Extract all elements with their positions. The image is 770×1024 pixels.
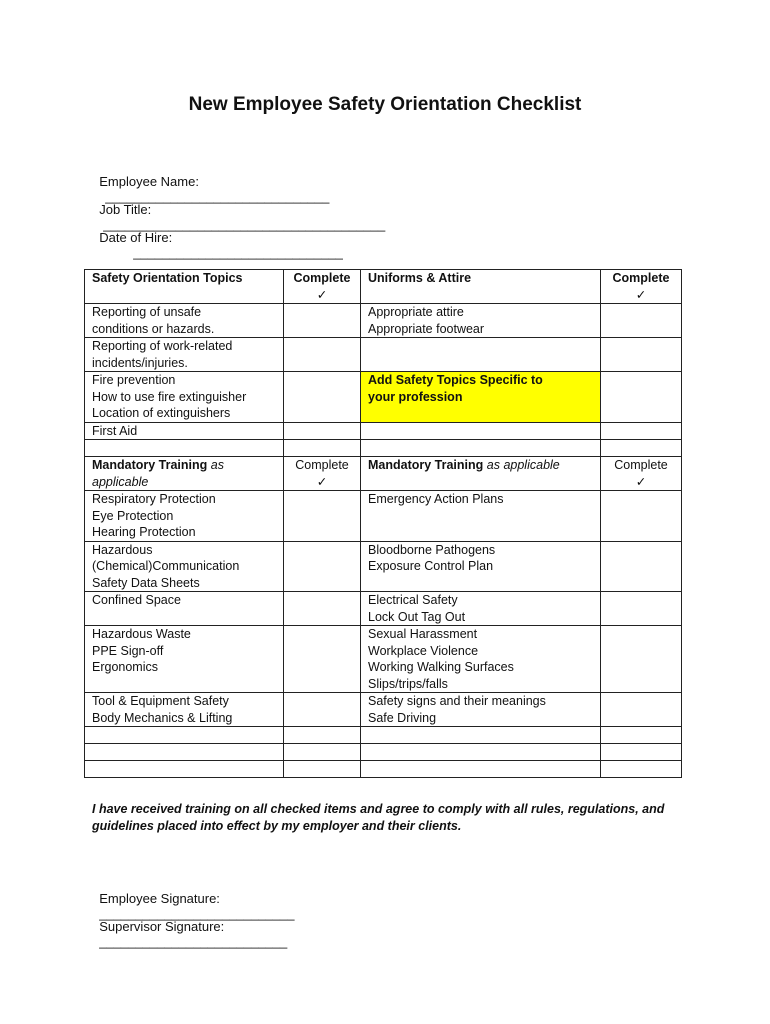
complete-checkbox-cell[interactable]	[284, 592, 361, 626]
checkmark-icon: ✓	[635, 474, 647, 489]
complete-checkbox-cell[interactable]	[284, 541, 361, 592]
topic-cell	[361, 338, 601, 372]
complete-checkbox-cell[interactable]	[284, 372, 361, 423]
topic-cell: Reporting of unsafe conditions or hazards.	[85, 304, 284, 338]
empty-cell[interactable]	[284, 727, 361, 744]
checklist-table	[84, 269, 682, 778]
employee-name-label: Employee Name:	[99, 174, 199, 189]
complete-checkbox-cell[interactable]	[284, 338, 361, 372]
complete-checkbox-cell[interactable]	[601, 304, 682, 338]
complete-checkbox-cell[interactable]	[601, 491, 682, 542]
complete-checkbox-cell[interactable]	[601, 592, 682, 626]
custom-topics-highlight: Add Safety Topics Specific to your profession	[361, 372, 601, 423]
topic-cell: Hazardous (Chemical)Communication Safety Data Sheets	[85, 541, 284, 592]
topic-cell: Bloodborne Pathogens Exposure Control Plan	[361, 541, 601, 592]
complete-checkbox-cell[interactable]	[601, 422, 682, 440]
topic-cell: Electrical Safety Lock Out Tag Out	[361, 592, 601, 626]
empty-cell[interactable]	[284, 744, 361, 761]
topic-cell: Appropriate attire Appropriate footwear	[361, 304, 601, 338]
complete-checkbox-cell[interactable]	[601, 372, 682, 423]
empty-cell	[361, 744, 601, 761]
topic-cell: Safety signs and their meanings Safe Driving	[361, 693, 601, 727]
table-row	[85, 626, 682, 693]
complete-checkbox-cell[interactable]	[601, 338, 682, 372]
empty-cell[interactable]	[601, 727, 682, 744]
date-of-hire-blank[interactable]: _____________________________	[133, 245, 343, 260]
checkmark-icon: ✓	[316, 474, 328, 489]
complete-checkbox-cell[interactable]	[284, 422, 361, 440]
safety-topics-header: Safety Orientation Topics	[85, 270, 284, 304]
table-row	[85, 744, 682, 761]
complete-header-left-2: Complete ✓	[284, 457, 361, 491]
employee-signature-blank[interactable]: ___________________________	[99, 906, 295, 921]
topic-cell: Confined Space	[85, 592, 284, 626]
empty-cell[interactable]	[284, 440, 361, 457]
mandatory-training-header-left: Mandatory Training as applicable	[85, 457, 284, 491]
topic-cell: First Aid	[85, 422, 284, 440]
empty-cell	[361, 761, 601, 778]
complete-header-right-2: Complete ✓	[601, 457, 682, 491]
complete-header-left: Complete ✓	[284, 270, 361, 304]
empty-cell[interactable]	[601, 761, 682, 778]
date-of-hire-field[interactable]	[92, 215, 343, 260]
table-row	[85, 422, 682, 440]
empty-cell	[361, 440, 601, 457]
topic-cell: Sexual Harassment Workplace Violence Working Walking Surfaces Slips/trips/falls	[361, 626, 601, 693]
section1-header-row	[85, 270, 682, 304]
topic-cell: Respiratory Protection Eye Protection Hearing Protection	[85, 491, 284, 542]
topic-cell: Fire prevention How to use fire extinguisher Location of extinguishers	[85, 372, 284, 423]
table-row	[85, 592, 682, 626]
complete-checkbox-cell[interactable]	[601, 626, 682, 693]
empty-cell	[85, 761, 284, 778]
acknowledgement-statement: I have received training on all checked items and agree to comply with all rules, regulations, and guidelines placed into effect by my employer and their clients.	[92, 802, 665, 833]
section2-header-row	[85, 457, 682, 491]
table-row	[85, 761, 682, 778]
complete-checkbox-cell[interactable]	[601, 541, 682, 592]
supervisor-signature-blank[interactable]: __________________________	[99, 934, 288, 949]
empty-cell[interactable]	[284, 761, 361, 778]
topic-cell: Reporting of work-related incidents/injuries.	[85, 338, 284, 372]
supervisor-signature-label: Supervisor Signature:	[99, 919, 225, 934]
checkmark-icon: ✓	[316, 287, 328, 302]
job-title-blank[interactable]: _______________________________________	[103, 217, 386, 232]
table-row	[85, 491, 682, 542]
uniforms-attire-header: Uniforms & Attire	[361, 270, 601, 304]
topic-cell: Hazardous Waste PPE Sign-off Ergonomics	[85, 626, 284, 693]
date-of-hire-label: Date of Hire:	[99, 230, 173, 245]
empty-cell	[85, 727, 284, 744]
table-row	[85, 727, 682, 744]
employee-name-blank[interactable]: _______________________________	[105, 189, 330, 204]
topic-cell	[361, 422, 601, 440]
complete-checkbox-cell[interactable]	[284, 693, 361, 727]
complete-checkbox-cell[interactable]	[284, 491, 361, 542]
table-row	[85, 541, 682, 592]
empty-cell	[85, 440, 284, 457]
table-row	[85, 372, 682, 423]
complete-checkbox-cell[interactable]	[601, 693, 682, 727]
supervisor-signature-field[interactable]	[92, 904, 287, 949]
table-row	[85, 338, 682, 372]
empty-cell	[85, 744, 284, 761]
topic-cell: Tool & Equipment Safety Body Mechanics & Lifting	[85, 693, 284, 727]
empty-cell	[361, 727, 601, 744]
complete-checkbox-cell[interactable]	[284, 304, 361, 338]
table-row	[85, 693, 682, 727]
mandatory-training-header-right: Mandatory Training as applicable	[361, 457, 601, 491]
job-title-label: Job Title:	[99, 202, 152, 217]
table-row	[85, 304, 682, 338]
complete-checkbox-cell[interactable]	[284, 626, 361, 693]
empty-cell[interactable]	[601, 440, 682, 457]
checkmark-icon: ✓	[635, 287, 647, 302]
employee-signature-label: Employee Signature:	[99, 891, 220, 906]
page-title: New Employee Safety Orientation Checklist	[188, 94, 582, 115]
complete-header-right: Complete ✓	[601, 270, 682, 304]
table-row	[85, 440, 682, 457]
empty-cell[interactable]	[601, 744, 682, 761]
topic-cell: Emergency Action Plans	[361, 491, 601, 542]
